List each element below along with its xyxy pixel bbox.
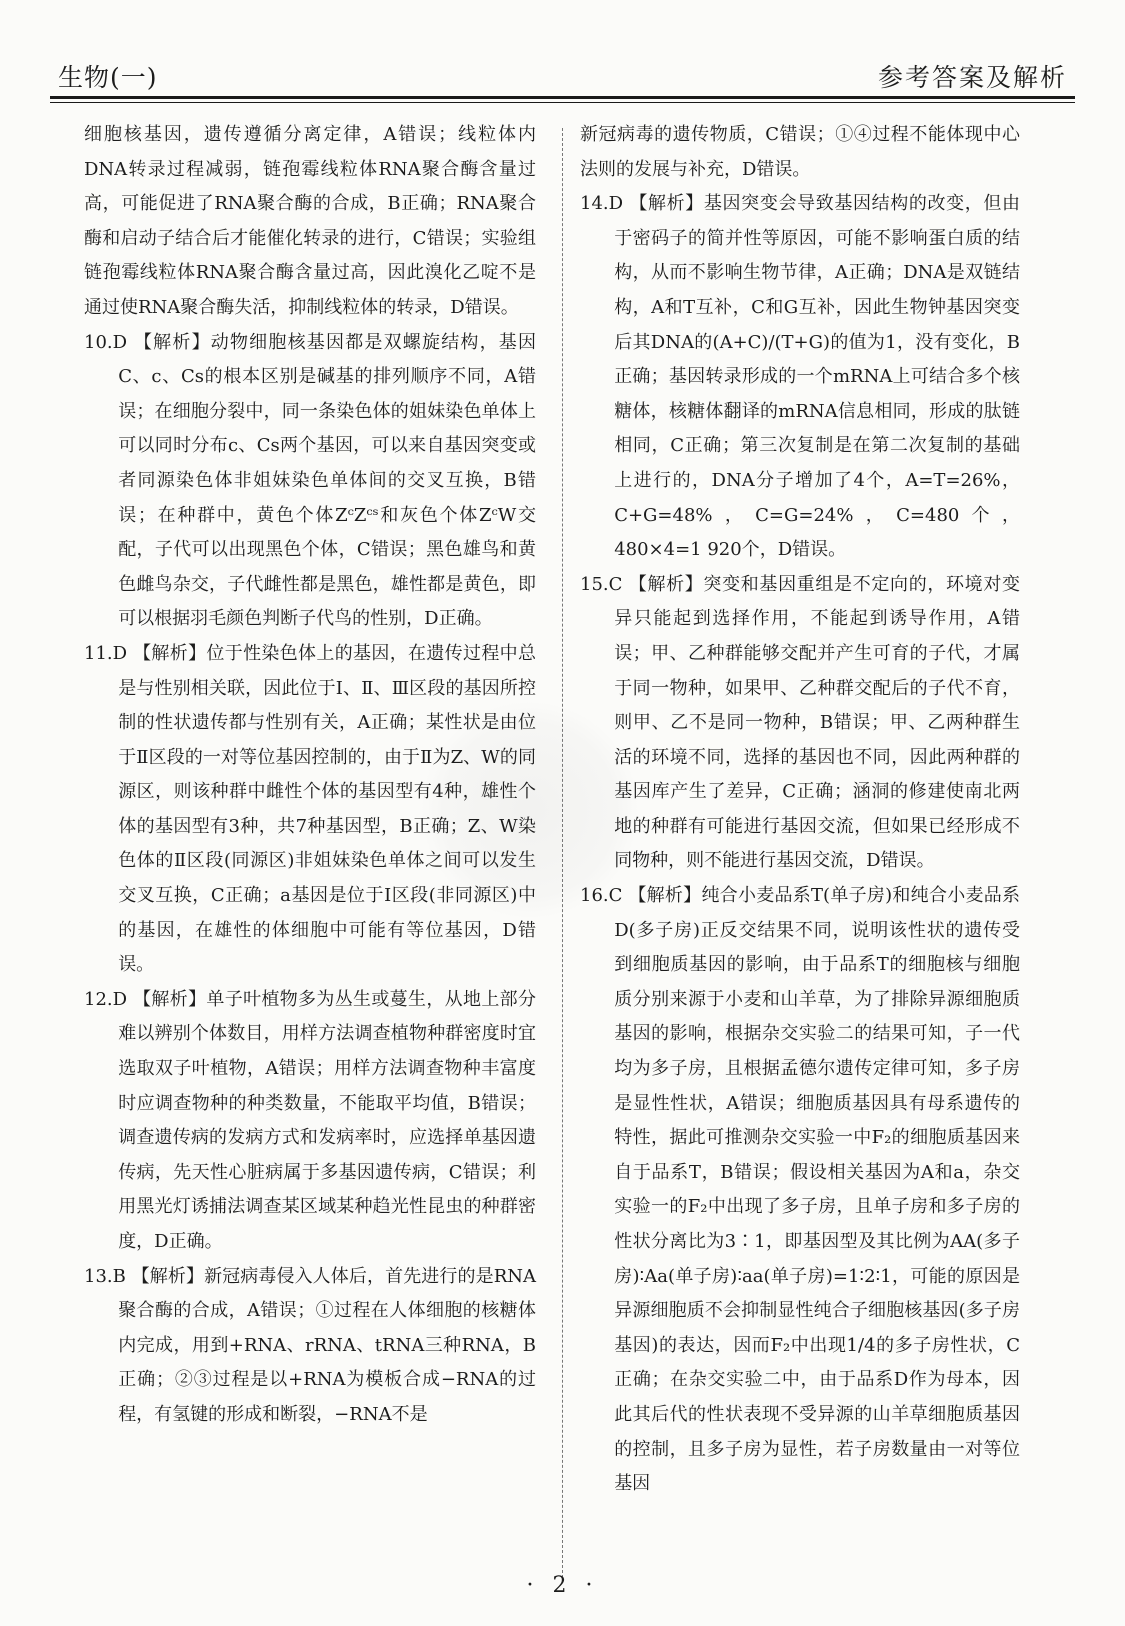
answer-13: 13.B 【解析】新冠病毒侵入人体后，首先进行的是RNA聚合酶的合成，A错误；①过程在人体细胞的核糖体内完成，用到+RNA、rRNA、tRNA三种RNA，B正确；②③过程是以+RNA为模板合成−RNA的过程，有氢键的形成和断裂，−RNA不是 bbox=[84, 1265, 536, 1425]
answer-11: 11.D 【解析】位于性染色体上的基因，在遗传过程中总是与性别相关联，因此位于Ⅰ、Ⅱ、Ⅲ区段的基因所控制的性状遗传都与性别有关，A正确；某性状是由位于Ⅱ区段的一对等位基因控制的，由于Ⅱ为Z、W的同源区，则该种群中雌性个体的基因型有4种，雄性个体的基因型有3种，共7种基因型，B正确；Z、W染色体的Ⅱ区段(同源区)非姐妹染色单体之间可以发生交叉互换，C正确；a基因是位于Ⅰ区段(非同源区)中的基因，在雄性的体细胞中可能有等位基因，D错误。 bbox=[84, 642, 536, 976]
answer-10: 10.D 【解析】动物细胞核基因都是双螺旋结构，基因C、c、Cs的根本区别是碱基的排列顺序不同，A错误；在细胞分裂中，同一条染色体的姐妹染色单体上可以同时分布c、Cs两个基因，可以来自基因突变或者同源染色体非姐妹染色单体间的交叉互换，B错误；在种群中，黄色个体ZᶜZᶜˢ和灰色个体ZᶜW交配，子代可以出现黑色个体，C错误；黑色雄鸟和黄色雌鸟杂交，子代雌性都是黑色，雄性都是黄色，即可以根据羽毛颜色判断子代鸟的性别，D正确。 bbox=[84, 331, 536, 630]
subject-title: 生物(一) bbox=[58, 63, 158, 92]
left-column bbox=[84, 118, 536, 1433]
answer-16: 16.C 【解析】纯合小麦品系T(单子房)和纯合小麦品系D(多子房)正反交结果不同，说明该性状的遗传受到细胞质基因的影响，由于品系T的细胞核与细胞质分别来源于小麦和山羊草，为了排除异源细胞质基因的影响，根据杂交实验二的结果可知，子一代均为多子房，且根据孟德尔遗传定律可知，多子房是显性性状，A错误；细胞质基因具有母系遗传的特性，据此可推测杂交实验一中F₂的细胞质基因来自于品系T，B错误；假设相关基因为A和a，杂交实验一的F₂中出现了多子房，且单子房和多子房的性状分离比为3∶1，即基因型及其比例为AA(多子房)∶Aa(单子房)∶aa(单子房)=1∶2∶1，可能的原因是异源细胞质不会抑制显性纯合子细胞核基因(多子房基因)的表达，因而F₂中出现1/4的多子房性状，C正确；在杂交实验二中，由于品系D作为母本，因此其后代的性状表现不受异源的山羊草细胞质基因的控制，且多子房为显性，若子房数量由一对等位基因 bbox=[580, 885, 1020, 1495]
answer-15: 15.C 【解析】突变和基因重组是不定向的，环境对变异只能起到选择作用，不能起到诱导作用，A错误；甲、乙种群能够交配并产生可育的子代，才属于同一物种，如果甲、乙种群交配后的子代不育，则甲、乙不是同一物种，B错误；甲、乙两种群生活的环境不同，选择的基因也不同，因此两种群的基因库产生了差异，C正确；涵洞的修建使南北两地的种群有可能进行基因交流，但如果已经形成不同物种，则不能进行基因交流，D错误。 bbox=[580, 573, 1020, 872]
header-rule-thick bbox=[50, 96, 1075, 99]
page-header bbox=[58, 58, 1067, 94]
right-column bbox=[580, 118, 1020, 1502]
column-divider bbox=[562, 128, 563, 1583]
page-number: · 2 · bbox=[526, 1573, 599, 1598]
answer-12: 12.D 【解析】单子叶植物多为丛生或蔓生，从地上部分难以辨别个体数目，用样方法调查植物种群密度时宜选取双子叶植物，A错误；用样方法调查物种丰富度时应调查物种的种类数量，不能取平均值，B错误；调查遗传病的发病方式和发病率时，应选择单基因遗传病，先天性心脏病属于多基因遗传病，C错误；利用黑光灯诱捕法调查某区域某种趋光性昆虫的种群密度，D正确。 bbox=[84, 988, 536, 1252]
section-title: 参考答案及解析 bbox=[877, 63, 1067, 92]
paragraph-continuation: 细胞核基因，遗传遵循分离定律，A错误；线粒体内DNA转录过程减弱，链孢霉线粒体RNA聚合酶含量过高，可能促进了RNA聚合酶的合成，B正确；RNA聚合酶和启动子结合后才能催化转录的进行，C错误；实验组链孢霉线粒体RNA聚合酶含量过高，因此溴化乙啶不是通过使RNA聚合酶失活，抑制线粒体的转录，D错误。 bbox=[84, 124, 536, 318]
header-rule-thin bbox=[50, 102, 1075, 103]
paragraph-continuation-right: 新冠病毒的遗传物质，C错误；①④过程不能体现中心法则的发展与补充，D错误。 bbox=[580, 124, 1020, 180]
answer-14: 14.D 【解析】基因突变会导致基因结构的改变，但由于密码子的简并性等原因，可能不影响蛋白质的结构，从而不影响生物节律，A正确；DNA是双链结构，A和T互补，C和G互补，因此生物钟基因突变后其DNA的(A+C)/(T+G)的值为1，没有变化，B正确；基因转录形成的一个mRNA上可结合多个核糖体，核糖体翻译的mRNA信息相同，形成的肽链相同，C正确；第三次复制是在第二次复制的基础上进行的，DNA分子增加了4个，A=T=26%，C+G=48%，C=G=24%，C=480个，480×4=1 920个，D错误。 bbox=[580, 193, 1020, 561]
